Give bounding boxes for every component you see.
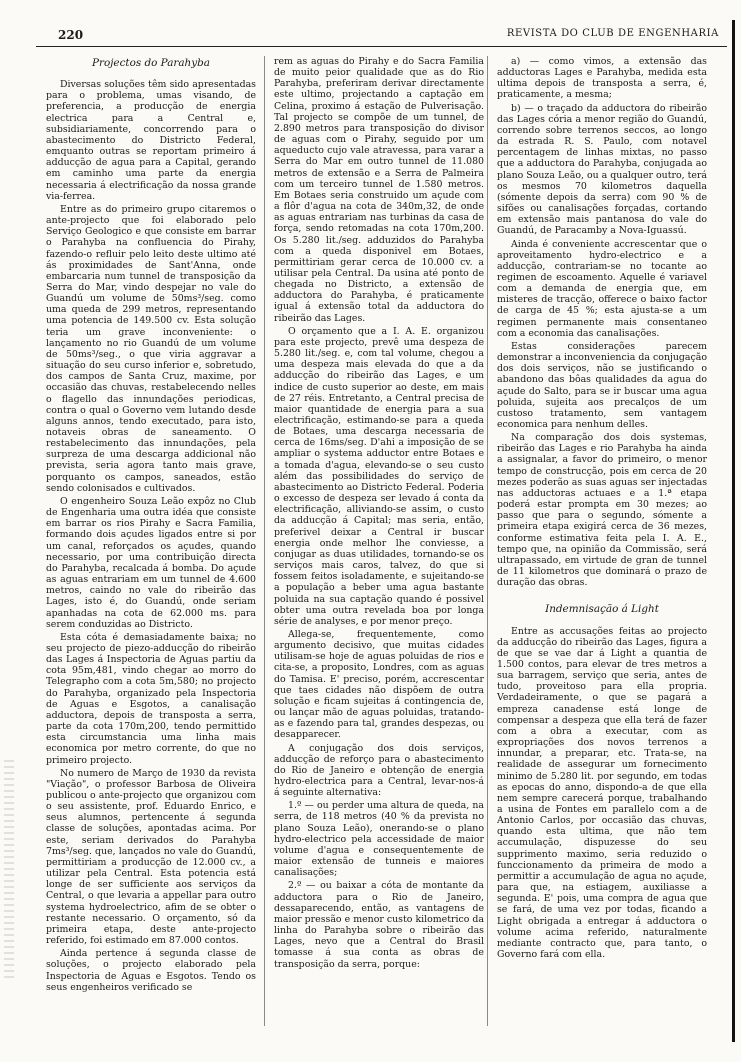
page-header	[36, 28, 727, 47]
section-title: Projectos do Parahyba	[92, 57, 210, 69]
section-title: Indemnisação á Light	[545, 603, 659, 616]
column-3	[497, 56, 707, 960]
paragraph: Allega-se, frequentemente, como argumento decisivo, que muitas cidades utilisam-se hoje de aguas poluidas de rios e cita-se, a proposito, Londres, com as aguas do Tamisa. E' preciso, porém, accrescentar que taes cidades não dispõem de outra solução e ficam sujeitas á contingencia de, ou lançar mão de aguas poluidas, tratando-as e fazendo para tal, grandes despezas, ou desapparecer.	[274, 628, 484, 741]
paragraph: b) — o traçado da adductora do ribeirão das Lages cória a menor região do Guandú, correndo sobre terrenos seccos, ao longo da estrada R. S. Paulo, com notavel percentagem de linhas mixtas, no passo que a adductora do Parahyba, conjugada ao plano Souza Leão, ou a qualquer outro, terá os mesmos 70 kilometros daquella (sómente depois da serra) com 90 % de sifões ou canalisações forçadas, cortando em extensão mais pantanosa do vale do Guandú, de Paracamby a Nova-Iguassú.	[497, 102, 707, 237]
paragraph: O engenheiro Souza Leão expôz no Club de Engenharia uma outra idéa que consiste em barrar os rios Pirahy e Sacra Familia, formando dois açudes ligados entre si por um canal, reforçados os açudes, quando necessario, por uma contribuição directa do Parahyba, recalcada á bomba. Do açude as aguas entrariam em um tunnel de 4.600 metros, caindo no vale do ribeirão das Lages, isto é, do Guandú, onde seriam apanhadas na cota de 62.000 ms. para serem conduzidas ao Districto.	[46, 495, 256, 630]
paragraph: rem as aguas do Pirahy e do Sacra Familia de muito peior qualidade que as do Rio Parahyba, preferiram derivar directamente este ultimo, projectando a captação em Celina, proximo á estação de Pulverisação. Tal projecto se compõe de um tunnel, de 2.890 metros para transposição do divisor de aguas com o Pirahy, seguido por um aqueducto cujo vale atravessa, para varar a Serra do Mar em outro tunnel de 11.080 metros de extensão e a Serra de Palmeira com um terceiro tunnel de 1.580 metros. Em Botaes seria construido um açude com a flôr d'agua na cota de 340m,32, de onde as aguas entrariam nas turbinas da casa de força, sendo retomadas na cota 170m,200. Os 5.280 lit./seg. adduzidos do Parahyba com a queda disponivel em Botaes, permittiriam gerar cerca de 10.000 cv. a utilisar pela Central. Da usina até ponto de chegada no Districto, a extensão de adductora do Parahyba, é praticamente igual á extensão total da adductora do ribeirão das Lages.	[274, 56, 484, 324]
paragraph: Ainda é conveniente accrescentar que o aproveitamento hydro-electrico e a adducção, contrariam-se no tocante ao regimen de escoamento. Aquelle é variavel com a demanda de energia que, em misteres de tracção, offerece o baixo factor de carga de 45 %; esta ajusta-se a um regimen permanente mais consentaneo com a economia das canalisações.	[497, 238, 707, 339]
paragraph: a) — como vimos, a extensão das adductoras Lages e Parahyba, medida esta ultima depois de transposta a serra, é, praticamente, a mesma;	[497, 56, 707, 101]
paragraph: Entre as accusações feitas ao projecto da adducção do ribeirão das Lages, figura a de que se vae dar á Light a quantia de 1.500 contos, para elevar de tres metros a sua barragem, serviço que seria, antes de tudo, proveitoso para ella propria. Verdadeiramente, o que se pagará a empreza canadense está longe de compensar a despeza que ella terá de fazer com a obra a executar, com as expropriações dos novos terrenos a innundar, a preparar, etc. Trata-se, na realidade de assegurar um fornecimento minimo de 5.280 lit. por segundo, em todas as epocas do anno, dispondo-a de que ella nem sempre carecerá porque, trabalhando a usina de Fontes em parallelo com a de Antonio Carlos, por occasião das chuvas, quando esta ultima, que não tem accumulação, dispuzesse do seu supprimento maximo, seria reduzido o funccionamento da primeira de modo a permittir a accumulação de agua no açude, para que, na estiagem, auxiliasse a segunda. E' pois, uma compra de agua que se fará, de uma vez por todas, ficando a Light obrigada a entregar á adductora o volume acima referido, naturalmente mediante contracto que, para tanto, o Governo fará com ella.	[497, 625, 707, 961]
paragraph: Na comparação dos dois systemas, ribeirão das Lages e rio Parahyba ha ainda a assignalar, a favor do primeiro, o menor tempo de construcção, pois em cerca de 20 mezes poderão as suas aguas ser injectadas nas adductoras actuaes e a 1.ª etapa poderá estar prompta em 30 mezes; ao passo que para o segundo, sómente a primeira etapa exigirá cerca de 36 mezes, conforme estimativa feita pela I. A. E., tempo que, na opinião da Commissão, será ultrapassado, em virtude de gran de tunnel de 11 kilometros que dominará o prazo de duração das obras.	[497, 432, 707, 589]
journal-title: REVISTA DO CLUB DE ENGENHARIA	[506, 28, 719, 39]
column-2	[274, 56, 484, 970]
paragraph: Esta cóta é demasiadamente baixa; no seu projecto de piezo-adducção do ribeirão das Lages á Inspectoria de Aguas partiu da cota 95m,481, vindo chegar ao morro do Telegrapho com a cota 5m,580; no projecto do Parahyba, organizado pela Inspectoria de Aguas e Esgotos, a canalisação adductora, depois de transposta a serra, parte da cota 170m,200, tendo permittido esta circumstancia uma linha mais economica por metro corrente, do que no primeiro projecto.	[46, 631, 256, 766]
paragraph: Diversas soluções têm sido apresentadas para o problema, umas visando, de preferencia, a producção de energia electrica para a Central e, subsidiariamente, concorrendo para o abastecimento do Districto Federal, emquanto outras se reportam primeiro á adducção de agua para a Capital, gerando em caminho uma parte da energia necessaria á electrificação da nossa grande via-ferrea.	[46, 79, 256, 202]
paragraph: Estas considerações parecem demonstrar a inconveniencia da conjugação dos dois serviços, não se justificando o abandono das bôas qualidades da agua do açude do Salto, para se ir buscar uma agua poluida, sujeita aos precalços de um custoso tratamento, sem vantagem economica para nenhum delles.	[497, 340, 707, 430]
scan-edge-artifact	[4, 760, 14, 980]
paragraph: 2.º — ou baixar a cóta de montante da adductora para o Rio de Janeiro, dessaparecendo, então, as vantagens de maior pressão e menor custo kilometrico da linha do Parahyba sobre o ribeirão das Lages, nevo que a Central do Brasil tomasse á sua conta as obras de transposição da serra, porque:	[274, 880, 484, 970]
paragraph: 1.º — ou perder uma altura de queda, na serra, de 118 metros (40 % da prevista no plano Souza Leão), onerando-se o plano hydro-electrico pela accessidade de maior volume d'agua e consequentemente de maior extensão de tunneis e maiores canalisações;	[274, 800, 484, 879]
page-edge-bar	[732, 20, 735, 1042]
column-divider	[264, 56, 265, 1026]
paragraph: O orçamento que a I. A. E. organizou para este projecto, prevê uma despeza de 5.280 lit./seg. e, com tal volume, chegou a uma despeza mais elevada do que a da adducção do ribeirão das Lages, e um indice de custo superior ao deste, em mais de 27 réis. Entretanto, a Central precisa de maior quantidade de energia para a sua electrificação, estimando-se para a queda de Botaes, uma descarga necessaria de cerca de 16ms/seg. D'ahi a imposição de se ampliar o systema adductor entre Botaes e a tomada d'agua, elevando-se o seu custo além das possibilidades do serviço de abastecimento ao Districto Federal. Poderia o excesso de despeza ser levado á conta da electrificação, alliviando-se assim, o custo da adducção á Capital; mas seria, então, preferivel deixar a Central ir buscar energia onde melhor lhe conviesse, a conjugar as duas utilidades, tornando-se os serviços mais caros, talvez, do que si fossem feitos isoladamente, e sujeitando-se a população a beber uma agua bastante poluida na sua captação quando é possivel obter uma outra revelada boa por longa série de analyses, e por menor preço.	[274, 325, 484, 627]
paragraph: A conjugação dos dois serviços, adducção de reforço para o abastecimento do Rio de Janeiro e obtenção de energia hydro-electrica para a Central, levar-nos-á á seguinte alternativa:	[274, 742, 484, 799]
paragraph: No numero de Março de 1930 da revista "Viação", o professor Barbosa de Oliveira publicou o ante-projecto que organizou com o seu assistente, prof. Eduardo Enrico, e seus alumnos, pertencente á segunda classe de soluções, apontadas acima. Por este, seriam derivados do Parahyba 7ms³/seg. que, lançados no vale do Guandú, permittiriam a producção de 12.000 cv., a utilizar pela Central. Esta potencia está longe de ser sufficiente aos serviços da Central, o que levaria a appellar para outro systema hydroelectrico, afim de se obter o restante necessario. O orçamento, só da primeira etapa, deste ante-projecto referido, foi estimado em 87.000 contos.	[46, 767, 256, 947]
column-divider	[487, 56, 488, 1026]
paragraph: Ainda pertence á segunda classe de soluções, o projecto elaborado pela Inspectoria de Aguas e Esgotos. Tendo os seus engenheiros verificado se	[46, 948, 256, 993]
paragraph: Entre as do primeiro grupo citaremos o ante-projecto que foi elaborado pelo Serviço Geologico e que consiste em barrar o Parahyba na confluencia do Pirahy, fazendo-o refluir pelo leito deste ultimo até ás proximidades de Sant'Anna, onde embarcaria num tunnel de transposição da Serra do Mar, vindo despejar no vale do Guandú um volume de 50ms³/seg. como uma queda de 299 metros, representando uma potencia de 149.500 cv. Esta solução teria um grave inconveniente: o lançamento no rio Guandú de um volume de 50ms³/seg., o que viria aggravar a situação do seu curso inferior e, sobretudo, dos campos de Santa Cruz, maxime, por occasião das chuvas, restabelecendo nelles o flagello das innundações periodicas, contra o qual o Governo vem lutando desde alguns annos, tendo executado, para isto, notaveis obras de saneamento. O restabelecimento das innundações, pela surpreza de uma descarga addicional não prevista, seria agora tanto mais grave, porquanto os campos, saneados, estão sendo colonisados e cultivados.	[46, 203, 256, 494]
column-1	[46, 56, 256, 993]
page-number: 220	[58, 28, 84, 42]
